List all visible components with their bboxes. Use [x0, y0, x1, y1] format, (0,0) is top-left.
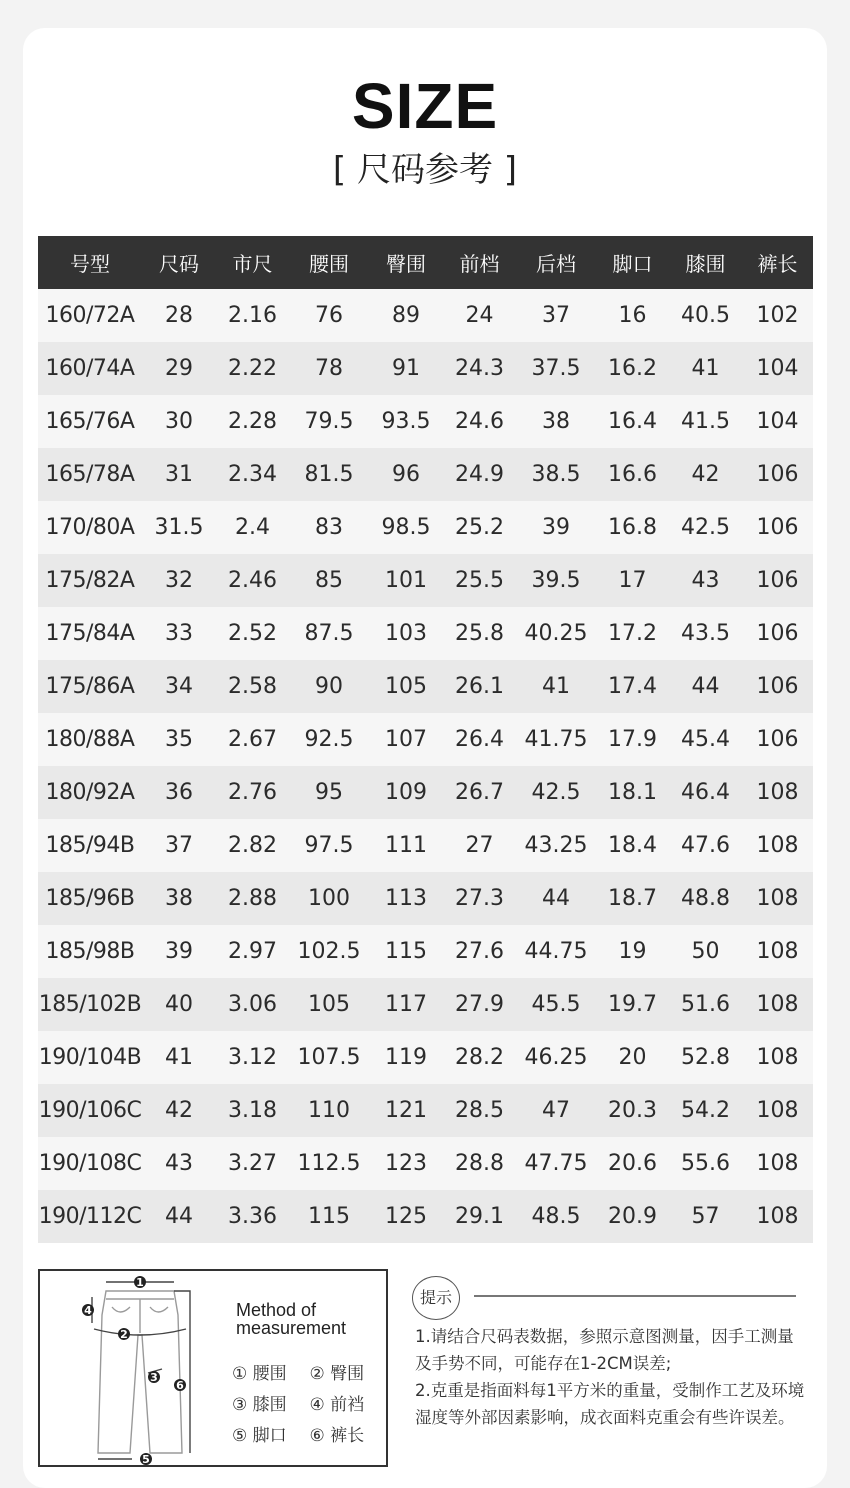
table-cell: 185/102B: [38, 978, 142, 1031]
table-cell: 17: [596, 554, 669, 607]
table-cell: 108: [742, 1137, 813, 1190]
table-cell: 47.6: [669, 819, 742, 872]
legend-leg-opening: ⑤ 脚口: [232, 1426, 287, 1446]
table-cell: 2.76: [216, 766, 289, 819]
table-cell: 18.4: [596, 819, 669, 872]
table-cell: 33: [142, 607, 216, 660]
table-cell: 81.5: [289, 448, 369, 501]
table-cell: 38: [516, 395, 596, 448]
table-cell: 39: [516, 501, 596, 554]
table-cell: 36: [142, 766, 216, 819]
column-header: 臀围: [369, 236, 443, 289]
table-cell: 95: [289, 766, 369, 819]
table-cell: 85: [289, 554, 369, 607]
table-cell: 41: [669, 342, 742, 395]
table-cell: 24: [443, 289, 516, 342]
table-cell: 108: [742, 766, 813, 819]
table-cell: 108: [742, 819, 813, 872]
table-cell: 28.5: [443, 1084, 516, 1137]
table-cell: 2.28: [216, 395, 289, 448]
table-cell: 25.2: [443, 501, 516, 554]
table-cell: 175/86A: [38, 660, 142, 713]
column-header: 前档: [443, 236, 516, 289]
marker-5: 5: [142, 1453, 150, 1466]
table-cell: 87.5: [289, 607, 369, 660]
table-row: [38, 978, 813, 1031]
column-header: 裤长: [742, 236, 813, 289]
table-cell: 17.2: [596, 607, 669, 660]
table-row: [38, 1084, 813, 1137]
tips-text: [415, 1323, 810, 1431]
table-cell: 54.2: [669, 1084, 742, 1137]
table-cell: 27.9: [443, 978, 516, 1031]
table-cell: 17.4: [596, 660, 669, 713]
table-cell: 106: [742, 448, 813, 501]
table-cell: 2.97: [216, 925, 289, 978]
table-cell: 40: [142, 978, 216, 1031]
table-cell: 3.06: [216, 978, 289, 1031]
table-cell: 185/96B: [38, 872, 142, 925]
table-cell: 102: [742, 289, 813, 342]
method-title-line1: Method of: [236, 1300, 317, 1320]
table-cell: 2.67: [216, 713, 289, 766]
table-cell: 40.25: [516, 607, 596, 660]
table-cell: 20.3: [596, 1084, 669, 1137]
table-cell: 106: [742, 713, 813, 766]
table-cell: 3.27: [216, 1137, 289, 1190]
table-cell: 44.75: [516, 925, 596, 978]
table-cell: 190/106C: [38, 1084, 142, 1137]
table-cell: 3.36: [216, 1190, 289, 1243]
table-row: [38, 1190, 813, 1243]
table-cell: 2.58: [216, 660, 289, 713]
table-cell: 16: [596, 289, 669, 342]
table-cell: 43.25: [516, 819, 596, 872]
table-cell: 109: [369, 766, 443, 819]
table-cell: 43.5: [669, 607, 742, 660]
table-cell: 44: [669, 660, 742, 713]
table-cell: 34: [142, 660, 216, 713]
table-row: [38, 1031, 813, 1084]
table-cell: 190/104B: [38, 1031, 142, 1084]
marker-3: 3: [150, 1371, 158, 1384]
table-row: [38, 766, 813, 819]
table-cell: 42.5: [669, 501, 742, 554]
table-cell: 28: [142, 289, 216, 342]
table-cell: 107.5: [289, 1031, 369, 1084]
table-row: [38, 925, 813, 978]
table-cell: 50: [669, 925, 742, 978]
tip-line-1: 1.请结合尺码表数据，参照示意图测量，因手工测量及手势不同，可能存在1-2CM误差;: [415, 1327, 794, 1373]
table-cell: 16.6: [596, 448, 669, 501]
table-cell: 165/76A: [38, 395, 142, 448]
table-cell: 27.3: [443, 872, 516, 925]
table-cell: 25.8: [443, 607, 516, 660]
table-cell: 45.4: [669, 713, 742, 766]
table-cell: 31.5: [142, 501, 216, 554]
table-cell: 30: [142, 395, 216, 448]
table-cell: 106: [742, 607, 813, 660]
table-cell: 108: [742, 1084, 813, 1137]
table-cell: 28.8: [443, 1137, 516, 1190]
table-cell: 76: [289, 289, 369, 342]
table-cell: 104: [742, 395, 813, 448]
table-cell: 38.5: [516, 448, 596, 501]
table-cell: 3.18: [216, 1084, 289, 1137]
table-cell: 2.34: [216, 448, 289, 501]
column-header: 脚口: [596, 236, 669, 289]
table-cell: 25.5: [443, 554, 516, 607]
table-cell: 18.1: [596, 766, 669, 819]
size-table-body: [38, 289, 813, 1243]
table-cell: 37: [142, 819, 216, 872]
table-cell: 55.6: [669, 1137, 742, 1190]
table-row: [38, 660, 813, 713]
table-cell: 2.22: [216, 342, 289, 395]
table-cell: 106: [742, 501, 813, 554]
table-cell: 20: [596, 1031, 669, 1084]
table-row: [38, 872, 813, 925]
table-cell: 48.5: [516, 1190, 596, 1243]
table-cell: 190/112C: [38, 1190, 142, 1243]
table-cell: 180/88A: [38, 713, 142, 766]
column-header: 号型: [38, 236, 142, 289]
table-cell: 83: [289, 501, 369, 554]
table-cell: 100: [289, 872, 369, 925]
table-cell: 113: [369, 872, 443, 925]
table-cell: 108: [742, 872, 813, 925]
table-cell: 47: [516, 1084, 596, 1137]
table-cell: 160/74A: [38, 342, 142, 395]
table-cell: 52.8: [669, 1031, 742, 1084]
table-cell: 24.9: [443, 448, 516, 501]
table-cell: 16.4: [596, 395, 669, 448]
table-cell: 41: [516, 660, 596, 713]
column-header: 尺码: [142, 236, 216, 289]
table-cell: 112.5: [289, 1137, 369, 1190]
table-cell: 42: [142, 1084, 216, 1137]
table-cell: 37: [516, 289, 596, 342]
table-cell: 96: [369, 448, 443, 501]
tip-line-2: 2.克重是指面料每1平方米的重量，受制作工艺及环境湿度等外部因素影响，成衣面料克重会有些许误差。: [415, 1381, 805, 1427]
table-cell: 175/84A: [38, 607, 142, 660]
table-cell: 111: [369, 819, 443, 872]
column-header: 市尺: [216, 236, 289, 289]
table-cell: 93.5: [369, 395, 443, 448]
table-cell: 104: [742, 342, 813, 395]
table-cell: 48.8: [669, 872, 742, 925]
marker-1: 1: [136, 1276, 144, 1289]
table-cell: 3.12: [216, 1031, 289, 1084]
table-cell: 57: [669, 1190, 742, 1243]
table-row: [38, 607, 813, 660]
table-cell: 24.6: [443, 395, 516, 448]
table-cell: 102.5: [289, 925, 369, 978]
table-cell: 41.5: [669, 395, 742, 448]
tips-badge: 提示: [412, 1276, 460, 1320]
table-cell: 27.6: [443, 925, 516, 978]
table-cell: 115: [289, 1190, 369, 1243]
table-cell: 42.5: [516, 766, 596, 819]
table-cell: 190/108C: [38, 1137, 142, 1190]
table-cell: 2.4: [216, 501, 289, 554]
table-cell: 42: [669, 448, 742, 501]
method-title: [236, 1301, 386, 1337]
table-cell: 2.46: [216, 554, 289, 607]
measurement-diagram-panel: [38, 1269, 388, 1467]
table-row: [38, 713, 813, 766]
table-cell: 108: [742, 1190, 813, 1243]
legend-knee: ③ 膝围: [232, 1395, 287, 1415]
marker-2: 2: [120, 1328, 128, 1341]
table-cell: 117: [369, 978, 443, 1031]
table-cell: 27: [443, 819, 516, 872]
table-cell: 90: [289, 660, 369, 713]
table-cell: 26.7: [443, 766, 516, 819]
table-cell: 41.75: [516, 713, 596, 766]
measurement-legend: [232, 1359, 387, 1446]
table-cell: 26.1: [443, 660, 516, 713]
table-cell: 19: [596, 925, 669, 978]
table-cell: 17.9: [596, 713, 669, 766]
legend-front-rise: ④ 前裆: [309, 1395, 365, 1415]
table-cell: 35: [142, 713, 216, 766]
table-cell: 28.2: [443, 1031, 516, 1084]
table-cell: 121: [369, 1084, 443, 1137]
column-header: 腰围: [289, 236, 369, 289]
table-cell: 20.9: [596, 1190, 669, 1243]
table-cell: 125: [369, 1190, 443, 1243]
table-cell: 16.2: [596, 342, 669, 395]
table-cell: 79.5: [289, 395, 369, 448]
table-cell: 89: [369, 289, 443, 342]
table-cell: 29: [142, 342, 216, 395]
table-cell: 44: [142, 1190, 216, 1243]
table-cell: 91: [369, 342, 443, 395]
table-cell: 41: [142, 1031, 216, 1084]
table-cell: 38: [142, 872, 216, 925]
table-cell: 108: [742, 1031, 813, 1084]
column-header: 膝围: [669, 236, 742, 289]
size-table: [38, 236, 813, 1243]
table-cell: 98.5: [369, 501, 443, 554]
table-cell: 108: [742, 925, 813, 978]
table-row: [38, 448, 813, 501]
page-subtitle: [ 尺码参考 ]: [332, 150, 518, 190]
table-cell: 2.52: [216, 607, 289, 660]
table-cell: 2.16: [216, 289, 289, 342]
method-title-line2: measurement: [236, 1318, 347, 1338]
table-row: [38, 395, 813, 448]
table-cell: 175/82A: [38, 554, 142, 607]
table-cell: 185/94B: [38, 819, 142, 872]
table-cell: 46.4: [669, 766, 742, 819]
table-cell: 92.5: [289, 713, 369, 766]
pants-diagram: [50, 1273, 230, 1467]
table-cell: 160/72A: [38, 289, 142, 342]
table-cell: 16.8: [596, 501, 669, 554]
table-cell: 43: [142, 1137, 216, 1190]
table-row: [38, 342, 813, 395]
column-header: 后档: [516, 236, 596, 289]
table-cell: 19.7: [596, 978, 669, 1031]
legend-hip: ② 臀围: [309, 1364, 365, 1384]
table-cell: 39.5: [516, 554, 596, 607]
marker-6: 6: [176, 1379, 184, 1392]
legend-length: ⑥ 裤长: [309, 1426, 365, 1446]
table-cell: 39: [142, 925, 216, 978]
table-cell: 119: [369, 1031, 443, 1084]
table-cell: 43: [669, 554, 742, 607]
table-cell: 2.82: [216, 819, 289, 872]
table-cell: 101: [369, 554, 443, 607]
size-table-header-row: [38, 236, 813, 289]
table-cell: 44: [516, 872, 596, 925]
table-cell: 20.6: [596, 1137, 669, 1190]
table-cell: 2.88: [216, 872, 289, 925]
table-cell: 105: [289, 978, 369, 1031]
table-row: [38, 1137, 813, 1190]
table-cell: 115: [369, 925, 443, 978]
table-cell: 18.7: [596, 872, 669, 925]
table-cell: 170/80A: [38, 501, 142, 554]
table-cell: 123: [369, 1137, 443, 1190]
table-cell: 29.1: [443, 1190, 516, 1243]
tips-divider: [474, 1295, 796, 1297]
legend-waist: ① 腰围: [232, 1364, 287, 1384]
table-cell: 103: [369, 607, 443, 660]
marker-4: 4: [84, 1304, 92, 1317]
table-cell: 45.5: [516, 978, 596, 1031]
table-cell: 105: [369, 660, 443, 713]
table-cell: 31: [142, 448, 216, 501]
table-cell: 106: [742, 554, 813, 607]
table-row: [38, 554, 813, 607]
table-cell: 51.6: [669, 978, 742, 1031]
page-title: SIZE: [351, 70, 499, 142]
table-cell: 24.3: [443, 342, 516, 395]
table-row: [38, 501, 813, 554]
table-cell: 185/98B: [38, 925, 142, 978]
table-cell: 165/78A: [38, 448, 142, 501]
table-cell: 32: [142, 554, 216, 607]
table-cell: 47.75: [516, 1137, 596, 1190]
table-cell: 40.5: [669, 289, 742, 342]
table-cell: 106: [742, 660, 813, 713]
table-cell: 46.25: [516, 1031, 596, 1084]
table-cell: 78: [289, 342, 369, 395]
table-row: [38, 289, 813, 342]
table-cell: 37.5: [516, 342, 596, 395]
table-cell: 107: [369, 713, 443, 766]
table-cell: 180/92A: [38, 766, 142, 819]
table-cell: 97.5: [289, 819, 369, 872]
table-cell: 110: [289, 1084, 369, 1137]
table-row: [38, 819, 813, 872]
table-cell: 26.4: [443, 713, 516, 766]
table-cell: 108: [742, 978, 813, 1031]
